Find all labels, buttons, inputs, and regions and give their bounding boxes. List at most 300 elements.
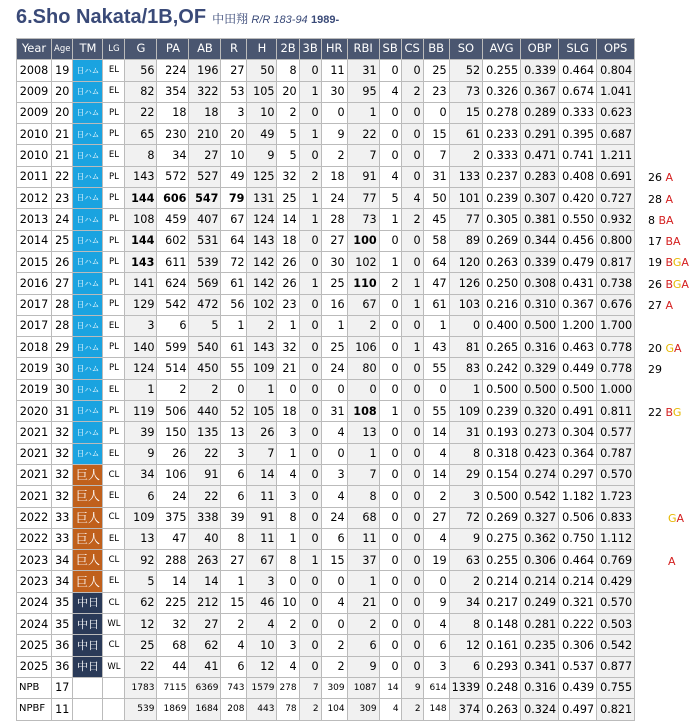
stat-avg: 0.239: [483, 188, 521, 209]
stat-ops: 0.738: [597, 273, 635, 294]
stat-3b: 0: [299, 60, 321, 81]
stat-rbi: 91: [347, 166, 379, 187]
stat-h: 26: [247, 422, 277, 443]
table-row: [17, 401, 635, 422]
stat-pa: 375: [157, 507, 189, 528]
award-annotation: [648, 363, 662, 376]
team-logo: 日ハム: [73, 166, 103, 187]
stat-pa: 6: [157, 315, 189, 336]
stat-rbi: 67: [347, 294, 379, 315]
totals-label: NPB: [17, 677, 52, 698]
stat-h: 12: [247, 656, 277, 677]
team-logo: 日ハム: [73, 102, 103, 123]
stat-obp: 0.381: [521, 209, 559, 230]
stat-so: 2: [449, 145, 482, 166]
stat-2b: 1: [277, 528, 299, 549]
stat-sb: 0: [379, 635, 401, 656]
page-header: [16, 6, 339, 36]
league-cell: PL: [103, 102, 125, 123]
award-letter: G: [665, 341, 675, 355]
stat-2b: 2: [277, 614, 299, 635]
stat-cs: 0: [401, 251, 423, 272]
col-header-so: SO: [449, 39, 482, 60]
stat-pa: 354: [157, 81, 189, 102]
stat-obp: 0.344: [521, 230, 559, 251]
award-letter: A: [665, 171, 674, 185]
stat-r: 27: [221, 550, 247, 571]
stat-bb: 43: [423, 337, 449, 358]
table-row: [17, 422, 635, 443]
stat-ops: 0.817: [597, 251, 635, 272]
total-hr: 104: [321, 699, 347, 720]
stat-r: 10: [221, 145, 247, 166]
team-logo: 中日: [73, 592, 103, 613]
stat-rbi: 1: [347, 443, 379, 464]
stat-g: 56: [125, 60, 157, 81]
table-header-row: [17, 39, 635, 60]
league-cell: EL: [103, 443, 125, 464]
stat-2b: 2: [277, 102, 299, 123]
year-cell: 2014: [17, 230, 52, 251]
table-row: [17, 507, 635, 528]
stat-hr: 30: [321, 251, 347, 272]
stat-h: 91: [247, 507, 277, 528]
stat-slg: 0.431: [559, 273, 597, 294]
table-row: [17, 81, 635, 102]
rank-number: 26: [648, 277, 666, 291]
stat-ops: 1.112: [597, 528, 635, 549]
award-annotation: [648, 299, 673, 312]
total-hr: 309: [321, 677, 347, 698]
table-row: [17, 592, 635, 613]
total-rbi: 1087: [347, 677, 379, 698]
stat-r: 39: [221, 507, 247, 528]
stat-rbi: 106: [347, 337, 379, 358]
stat-hr: 24: [321, 507, 347, 528]
stat-2b: 20: [277, 81, 299, 102]
stat-r: 64: [221, 230, 247, 251]
stat-sb: 4: [379, 166, 401, 187]
stat-slg: 0.222: [559, 614, 597, 635]
stat-g: 62: [125, 592, 157, 613]
stat-avg: 0.269: [483, 507, 521, 528]
stat-g: 12: [125, 614, 157, 635]
stat-ab: 210: [189, 124, 221, 145]
stat-pa: 624: [157, 273, 189, 294]
stat-3b: 1: [299, 188, 321, 209]
stat-h: 46: [247, 592, 277, 613]
stat-avg: 0.161: [483, 635, 521, 656]
stat-cs: 0: [401, 145, 423, 166]
stat-g: 25: [125, 635, 157, 656]
year-cell: 2019: [17, 379, 52, 400]
stat-r: 55: [221, 358, 247, 379]
stat-pa: 150: [157, 422, 189, 443]
stat-obp: 0.235: [521, 635, 559, 656]
stat-3b: 1: [299, 550, 321, 571]
stat-3b: 0: [299, 656, 321, 677]
stat-rbi: 31: [347, 60, 379, 81]
stat-3b: 0: [299, 294, 321, 315]
stat-h: 142: [247, 273, 277, 294]
stat-3b: 0: [299, 145, 321, 166]
stat-avg: 0.193: [483, 422, 521, 443]
stat-cs: 0: [401, 60, 423, 81]
stat-pa: 599: [157, 337, 189, 358]
award-letter: A: [681, 277, 689, 291]
stat-so: 73: [449, 81, 482, 102]
stat-slg: 1.182: [559, 486, 597, 507]
stat-bb: 50: [423, 188, 449, 209]
stat-3b: 0: [299, 528, 321, 549]
stat-sb: 1: [379, 251, 401, 272]
stat-so: 1: [449, 379, 482, 400]
stat-pa: 14: [157, 571, 189, 592]
stat-3b: 0: [299, 592, 321, 613]
award-annotation: [648, 342, 682, 355]
stat-pa: 606: [157, 188, 189, 209]
stat-rbi: 13: [347, 422, 379, 443]
league-cell: PL: [103, 358, 125, 379]
stat-3b: 0: [299, 401, 321, 422]
stat-2b: 18: [277, 401, 299, 422]
stat-obp: 0.274: [521, 464, 559, 485]
rank-number: 17: [648, 235, 666, 249]
stat-pa: 26: [157, 443, 189, 464]
stat-hr: 27: [321, 230, 347, 251]
team-logo: 中日: [73, 614, 103, 635]
table-row: [17, 102, 635, 123]
stat-3b: 0: [299, 102, 321, 123]
stat-3b: 0: [299, 422, 321, 443]
stat-slg: 0.395: [559, 124, 597, 145]
stat-cs: 0: [401, 614, 423, 635]
stat-rbi: 7: [347, 145, 379, 166]
team-logo: 日ハム: [73, 358, 103, 379]
stat-h: 10: [247, 635, 277, 656]
award-annotation: [668, 555, 676, 568]
stat-2b: 21: [277, 358, 299, 379]
league-cell: EL: [103, 81, 125, 102]
age-cell: 32: [52, 486, 73, 507]
stat-3b: 0: [299, 379, 321, 400]
age-cell: 32: [52, 464, 73, 485]
total-ops: 0.755: [597, 677, 635, 698]
award-letter: G: [672, 256, 682, 270]
total-g: 539: [125, 699, 157, 720]
stat-ab: 40: [189, 528, 221, 549]
total-r: 743: [221, 677, 247, 698]
stat-ops: 1.041: [597, 81, 635, 102]
rank-number: 20: [648, 341, 666, 355]
stat-hr: 24: [321, 188, 347, 209]
stat-ab: 472: [189, 294, 221, 315]
stat-ab: 531: [189, 230, 221, 251]
stat-slg: 0.333: [559, 102, 597, 123]
year-cell: 2011: [17, 166, 52, 187]
award-letter: A: [681, 256, 689, 270]
stat-ops: 0.833: [597, 507, 635, 528]
batting-stats-table: [16, 38, 635, 721]
age-cell: 22: [52, 166, 73, 187]
team-logo: 日ハム: [73, 273, 103, 294]
stat-slg: 0.464: [559, 550, 597, 571]
stat-r: 8: [221, 528, 247, 549]
stat-rbi: 2: [347, 614, 379, 635]
award-annotation: [648, 406, 681, 419]
stat-so: 3: [449, 486, 482, 507]
stat-cs: 2: [401, 81, 423, 102]
league-empty: [103, 677, 125, 698]
stat-rbi: 0: [347, 379, 379, 400]
stat-slg: 0.304: [559, 422, 597, 443]
totals-label: NPBF: [17, 699, 52, 720]
stat-cs: 0: [401, 507, 423, 528]
stat-obp: 0.339: [521, 60, 559, 81]
stat-avg: 0.400: [483, 315, 521, 336]
stat-slg: 0.479: [559, 251, 597, 272]
stat-r: 61: [221, 273, 247, 294]
stat-ab: 5: [189, 315, 221, 336]
league-cell: PL: [103, 251, 125, 272]
totals-row: [17, 677, 635, 698]
total-rbi: 309: [347, 699, 379, 720]
col-header-3b: 3B: [299, 39, 321, 60]
col-header-ab: AB: [189, 39, 221, 60]
table-row: [17, 273, 635, 294]
stat-h: 10: [247, 102, 277, 123]
stat-slg: 0.550: [559, 209, 597, 230]
stat-bb: 25: [423, 60, 449, 81]
stat-rbi: 102: [347, 251, 379, 272]
stat-avg: 0.333: [483, 145, 521, 166]
stat-hr: 0: [321, 571, 347, 592]
stat-bb: 15: [423, 124, 449, 145]
stat-g: 8: [125, 145, 157, 166]
stat-pa: 224: [157, 60, 189, 81]
stat-rbi: 9: [347, 656, 379, 677]
stat-sb: 0: [379, 464, 401, 485]
stat-sb: 0: [379, 230, 401, 251]
stat-obp: 0.289: [521, 102, 559, 123]
stat-sb: 0: [379, 614, 401, 635]
stat-3b: 1: [299, 273, 321, 294]
total-sb: 14: [379, 677, 401, 698]
table-row: [17, 571, 635, 592]
stat-3b: 0: [299, 635, 321, 656]
stat-3b: 1: [299, 81, 321, 102]
col-header-hr: HR: [321, 39, 347, 60]
stat-sb: 0: [379, 337, 401, 358]
league-cell: PL: [103, 209, 125, 230]
stat-obp: 0.329: [521, 358, 559, 379]
stat-rbi: 37: [347, 550, 379, 571]
stat-slg: 0.463: [559, 337, 597, 358]
stat-sb: 0: [379, 124, 401, 145]
stat-h: 142: [247, 251, 277, 272]
stat-avg: 0.305: [483, 209, 521, 230]
stat-h: 124: [247, 209, 277, 230]
team-logo: 日ハム: [73, 81, 103, 102]
stat-hr: 4: [321, 422, 347, 443]
col-header-rbi: RBI: [347, 39, 379, 60]
stat-so: 15: [449, 102, 482, 123]
total-avg: 0.248: [483, 677, 521, 698]
stat-pa: 288: [157, 550, 189, 571]
stat-ab: 547: [189, 188, 221, 209]
stat-h: 105: [247, 81, 277, 102]
stat-so: 77: [449, 209, 482, 230]
stat-bb: 27: [423, 507, 449, 528]
league-cell: PL: [103, 166, 125, 187]
table-row: [17, 464, 635, 485]
year-cell: 2009: [17, 102, 52, 123]
total-cs: 9: [401, 677, 423, 698]
total-2b: 278: [277, 677, 299, 698]
stat-so: 34: [449, 592, 482, 613]
team-logo: 巨人: [73, 507, 103, 528]
stat-ops: 0.804: [597, 60, 635, 81]
stat-slg: 0.500: [559, 379, 597, 400]
stat-ops: 0.787: [597, 443, 635, 464]
stat-r: 72: [221, 251, 247, 272]
stat-bb: 0: [423, 102, 449, 123]
team-logo: 日ハム: [73, 379, 103, 400]
stat-so: 120: [449, 251, 482, 272]
league-cell: CL: [103, 635, 125, 656]
stat-bb: 0: [423, 379, 449, 400]
stat-ops: 0.570: [597, 592, 635, 613]
stat-ab: 212: [189, 592, 221, 613]
stat-2b: 8: [277, 550, 299, 571]
stat-h: 11: [247, 528, 277, 549]
total-slg: 0.497: [559, 699, 597, 720]
stat-bb: 1: [423, 315, 449, 336]
stat-2b: 14: [277, 209, 299, 230]
year-cell: 2022: [17, 507, 52, 528]
stat-cs: 0: [401, 124, 423, 145]
stat-cs: 1: [401, 294, 423, 315]
stat-obp: 0.281: [521, 614, 559, 635]
stat-h: 131: [247, 188, 277, 209]
total-g: 1783: [125, 677, 157, 698]
table-row: [17, 337, 635, 358]
stat-pa: 68: [157, 635, 189, 656]
stat-slg: 0.750: [559, 528, 597, 549]
stat-slg: 0.297: [559, 464, 597, 485]
stat-avg: 0.239: [483, 401, 521, 422]
stat-rbi: 68: [347, 507, 379, 528]
table-row: [17, 294, 635, 315]
stat-sb: 0: [379, 358, 401, 379]
total-3b: 7: [299, 677, 321, 698]
stat-hr: 4: [321, 486, 347, 507]
stat-h: 7: [247, 443, 277, 464]
team-logo: 日ハム: [73, 337, 103, 358]
stat-g: 92: [125, 550, 157, 571]
stat-cs: 0: [401, 401, 423, 422]
year-cell: 2024: [17, 592, 52, 613]
stat-3b: 0: [299, 507, 321, 528]
stat-pa: 44: [157, 656, 189, 677]
league-cell: EL: [103, 315, 125, 336]
stat-bb: 3: [423, 656, 449, 677]
league-cell: CL: [103, 592, 125, 613]
stat-hr: 4: [321, 592, 347, 613]
stat-ops: 1.000: [597, 379, 635, 400]
stat-cs: 0: [401, 230, 423, 251]
stat-hr: 6: [321, 528, 347, 549]
stat-2b: 3: [277, 422, 299, 443]
rank-number: 27: [648, 299, 666, 313]
birth-year: 1989-: [311, 14, 340, 26]
stat-so: 6: [449, 656, 482, 677]
total-h: 1579: [247, 677, 277, 698]
stat-pa: 459: [157, 209, 189, 230]
stat-ops: 0.676: [597, 294, 635, 315]
year-cell: 2009: [17, 81, 52, 102]
stat-bb: 6: [423, 635, 449, 656]
stat-2b: 26: [277, 251, 299, 272]
stat-rbi: 100: [347, 230, 379, 251]
stat-r: 4: [221, 635, 247, 656]
rank-number: 22: [648, 405, 666, 419]
stat-bb: 14: [423, 464, 449, 485]
stat-h: 102: [247, 294, 277, 315]
stat-avg: 0.293: [483, 656, 521, 677]
stat-rbi: 2: [347, 315, 379, 336]
age-cell: 34: [52, 550, 73, 571]
seasons-count: 17: [52, 677, 73, 698]
stat-pa: 24: [157, 486, 189, 507]
rank-number: 19: [648, 256, 666, 270]
stat-slg: 0.214: [559, 571, 597, 592]
year-cell: 2024: [17, 614, 52, 635]
stat-g: 13: [125, 528, 157, 549]
stat-bb: 0: [423, 571, 449, 592]
stat-h: 50: [247, 60, 277, 81]
stat-rbi: 110: [347, 273, 379, 294]
stat-ab: 62: [189, 635, 221, 656]
stat-ab: 22: [189, 443, 221, 464]
total-obp: 0.324: [521, 699, 559, 720]
stat-slg: 0.306: [559, 635, 597, 656]
stat-3b: 0: [299, 571, 321, 592]
stat-bb: 9: [423, 592, 449, 613]
team-logo: 日ハム: [73, 422, 103, 443]
stat-ops: 0.778: [597, 358, 635, 379]
league-cell: EL: [103, 145, 125, 166]
stat-cs: 2: [401, 209, 423, 230]
stat-ab: 407: [189, 209, 221, 230]
team-logo: 巨人: [73, 571, 103, 592]
year-cell: 2021: [17, 443, 52, 464]
stat-obp: 0.423: [521, 443, 559, 464]
team-logo: 中日: [73, 656, 103, 677]
stat-g: 129: [125, 294, 157, 315]
stat-ops: 1.700: [597, 315, 635, 336]
award-letter: A: [665, 192, 674, 206]
year-cell: 2021: [17, 464, 52, 485]
stat-hr: 28: [321, 209, 347, 230]
stat-ops: 0.727: [597, 188, 635, 209]
stat-cs: 0: [401, 592, 423, 613]
total-so: 1339: [449, 677, 482, 698]
stat-hr: 25: [321, 337, 347, 358]
age-cell: 34: [52, 571, 73, 592]
stat-sb: 0: [379, 486, 401, 507]
col-header-obp: OBP: [521, 39, 559, 60]
